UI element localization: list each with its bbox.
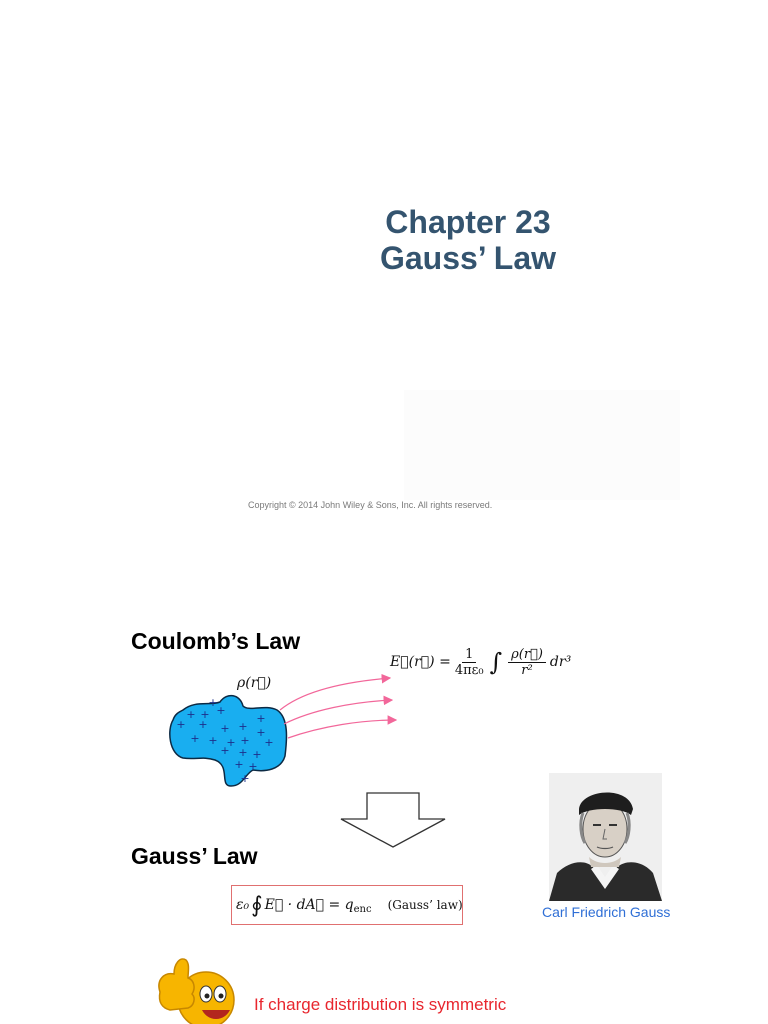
svg-text:+: + bbox=[238, 746, 248, 759]
frac2-numerator: ρ(r⃗) bbox=[508, 647, 546, 663]
portrait-caption: Carl Friedrich Gauss bbox=[542, 904, 671, 920]
rho-label: ρ(r⃗) bbox=[237, 675, 272, 691]
frac1-numerator: 1 bbox=[462, 647, 476, 663]
svg-text:+: + bbox=[248, 760, 258, 773]
gauss-formula-box bbox=[231, 885, 463, 925]
svg-text:+: + bbox=[190, 732, 200, 745]
svg-text:+: + bbox=[198, 718, 208, 731]
svg-text:+: + bbox=[240, 772, 250, 785]
slide-title bbox=[340, 204, 596, 276]
svg-text:+: + bbox=[240, 734, 250, 747]
fraction-rho-over-r2 bbox=[508, 647, 546, 678]
svg-text:+: + bbox=[238, 720, 248, 733]
svg-text:+: + bbox=[220, 744, 230, 757]
epsilon-zero: ε₀ bbox=[236, 897, 250, 913]
title-line-2: Gauss’ Law bbox=[379, 240, 557, 276]
closed-integral-sign: ∮ bbox=[251, 892, 263, 918]
svg-text:+: + bbox=[200, 708, 210, 721]
formula-tail: dr³ bbox=[549, 654, 572, 670]
title-line-1: Chapter 23 bbox=[385, 204, 551, 240]
svg-text:+: + bbox=[176, 718, 186, 731]
fraction-one-over-four-pi-eps bbox=[455, 647, 484, 678]
down-arrow-icon bbox=[337, 791, 449, 851]
svg-text:+: + bbox=[216, 704, 226, 717]
svg-text:+: + bbox=[256, 726, 266, 739]
svg-text:+: + bbox=[256, 712, 266, 725]
svg-text:+: + bbox=[186, 708, 196, 721]
copyright-notice: Copyright © 2014 John Wiley & Sons, Inc. All rights reserved. bbox=[248, 500, 493, 510]
gauss-formula-body: E⃗ · dA⃗ = q bbox=[264, 897, 354, 913]
gauss-law-note: (Gauss’ law) bbox=[387, 898, 463, 912]
frac1-denominator: 4πε₀ bbox=[454, 662, 484, 678]
frac2-denominator: r² bbox=[521, 662, 533, 678]
subscript-enc: enc bbox=[353, 903, 372, 915]
field-arrows bbox=[272, 672, 402, 742]
faint-placeholder-box bbox=[404, 390, 680, 500]
svg-text:+: + bbox=[252, 748, 262, 761]
svg-text:+: + bbox=[226, 736, 236, 749]
portrait-image bbox=[549, 773, 662, 901]
symmetric-note: If charge distribution is symmetric bbox=[254, 995, 507, 1014]
svg-text:+: + bbox=[264, 736, 274, 749]
field-arrow-1 bbox=[280, 678, 390, 710]
thumbs-up-emoji-icon bbox=[150, 952, 240, 1024]
field-arrow-3 bbox=[288, 720, 396, 738]
gauss-portrait bbox=[549, 773, 662, 901]
formula-lhs: E⃗(r⃗) = bbox=[390, 654, 451, 670]
coulomb-formula bbox=[390, 640, 571, 684]
svg-text:+: + bbox=[220, 722, 230, 735]
gauss-heading: Gauss’ Law bbox=[131, 843, 258, 869]
svg-text:+: + bbox=[234, 758, 244, 771]
svg-text:+: + bbox=[208, 696, 218, 709]
svg-text:+: + bbox=[208, 734, 218, 747]
integral-sign: ∫ bbox=[489, 648, 503, 676]
coulomb-heading: Coulomb’s Law bbox=[131, 628, 301, 654]
